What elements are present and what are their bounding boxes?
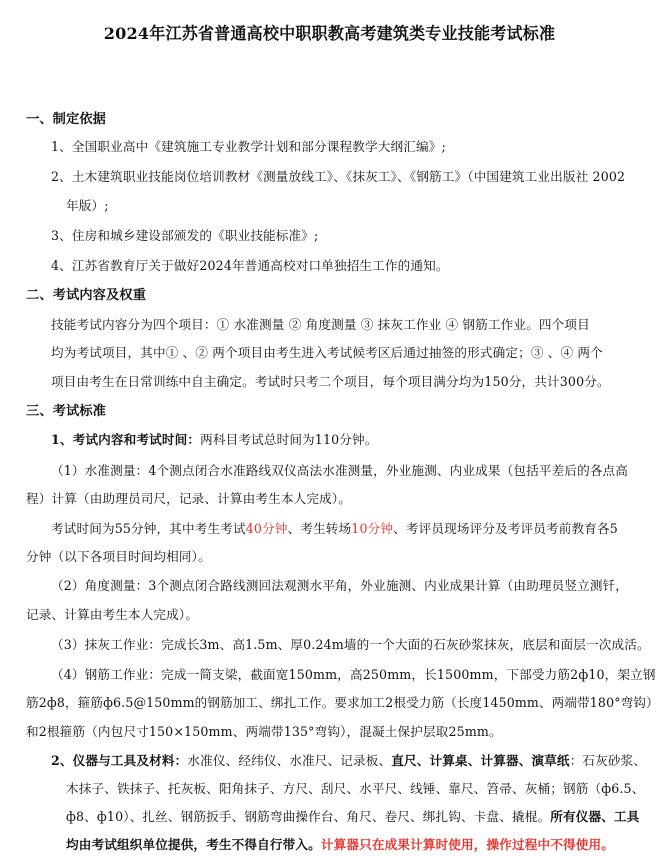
tools-line-1 [51, 750, 646, 769]
standard-time-label: 1、考试内容和考试时间： [51, 432, 201, 447]
rebar-line-1: （4）钢筋工作业：完成一简支梁，截面宽150mm，高250mm，长1500mm，下部受力筋2ф10，架立钢 [51, 667, 656, 682]
tools-text-c: ：石灰砂浆、 [569, 753, 647, 768]
exam-time-highlight-2: 10分钟 [351, 521, 394, 536]
page-title: 2024年江苏省普通高校中职职教高考建筑类专业技能考试标准 [103, 24, 556, 43]
section-heading-standard: 三、考试标准 [26, 404, 107, 419]
tools-text-l3: ф8、ф10）、扎丝、钢筋扳手、钢筋弯曲操作台、角尺、卷尺、绑扎钩、卡盘、撬棍。 [66, 809, 551, 824]
basis-item-2-cont: 年版）; [66, 198, 109, 213]
tools-bold-items: 直尺、计算桌、计算器、演草纸 [391, 753, 570, 768]
tools-red-warning: 计算器只在成果计算时使用，操作过程中不得使用。 [320, 837, 614, 852]
rebar-line-3: 和2根箍筋（内包尺寸150×150mm、两端带135°弯钩），混凝土保护层取25mm。 [26, 724, 502, 739]
content-line-2: 均为考试项目，其中① 、② 两个项目由考生进入考试候考区后通过抽签的形式确定；③ 、④ 两个 [51, 345, 603, 360]
content-line-1: 技能考试内容分为四个项目：① 水准测量 ② 角度测量 ③ 抹灰工作业 ④ 钢筋工作业。四个项目 [51, 317, 590, 332]
leveling-line-1: （1）水准测量：4个测点闭合水准路线双仪高法水准测量，外业施测、内业成果（包括平差后的各点高 [51, 463, 629, 478]
tools-line-4 [66, 834, 614, 853]
exam-time-text-a: 考试时间为55分钟，其中考生考试 [51, 521, 246, 536]
tools-line-3 [66, 806, 639, 825]
section-heading-basis: 一、制定依据 [26, 112, 107, 127]
tools-text-a: 水准仪、经纬仪、水准尺、记录板、 [187, 753, 392, 768]
tools-bold-l3: 所有仪器、工具 [550, 809, 640, 824]
basis-item-1: 1、全国职业高中《建筑施工专业教学计划和部分课程教学大纲汇编》; [51, 139, 446, 154]
exam-time-highlight-1: 40分钟 [245, 521, 288, 536]
basis-item-4: 4、江苏省教育厅关于做好2024年普通高校对口单独招生工作的通知。 [51, 258, 449, 273]
basis-item-2: 2、土木建筑职业技能岗位培训教材《测量放线工》、《抹灰工》、《钢筋工》（中国建筑工业出版社 2002 [51, 169, 626, 184]
content-line-3: 项目由考生在日常训练中自主确定。考试时只考二个项目，每个项目满分均为150分，共计300分。 [51, 374, 610, 389]
tools-line-2: 木抹子、铁抹子、托灰板、阳角抹子、方尺、刮尺、水平尺、线锤、靠尺、笤帚、灰桶；钢筋（ф6.5、 [66, 781, 645, 796]
exam-time-line-2: 分钟（以下各项目时间均相同）。 [26, 549, 211, 564]
angle-line-2: 记录、计算由考生本人完成）。 [26, 607, 199, 622]
standard-time-text: 两科目考试总时间为110分钟。 [200, 432, 378, 447]
exam-time-text-b: 、考生转场 [287, 521, 352, 536]
angle-line-1: （2）角度测量：3个测点闭合路线测回法观测水平角，外业施测、内业成果计算（由助理员竖立测钎， [51, 578, 629, 593]
leveling-line-2: 程）计算（由助理员司尺，记录、计算由考生本人完成）。 [26, 491, 352, 506]
rebar-line-2: 筋2ф8，箍筋ф6.5@150mm的钢筋加工、绑扎工作。要求加工2根受力筋（长度1450mm、两端带180°弯钩） [26, 695, 659, 710]
standard-time-paragraph [51, 429, 378, 448]
plaster-line: （3）抹灰工作业：完成长3m、高1.5m、厚0.24m墙的一个大面的石灰砂浆抹灰，底层和面层一次成活。 [51, 637, 650, 652]
exam-time-text-c: 、考评员现场评分及考评员考前教育各5 [393, 521, 618, 536]
section-heading-content: 二、考试内容及权重 [26, 288, 147, 303]
basis-item-3: 3、住房和城乡建设部颁发的《职业技能标准》; [51, 228, 319, 243]
exam-time-line-1 [51, 518, 618, 537]
tools-bold-l4: 均由考试组织单位提供，考生不得自行带入。 [66, 837, 321, 852]
tools-label: 2、仪器与工具及材料： [51, 753, 188, 768]
